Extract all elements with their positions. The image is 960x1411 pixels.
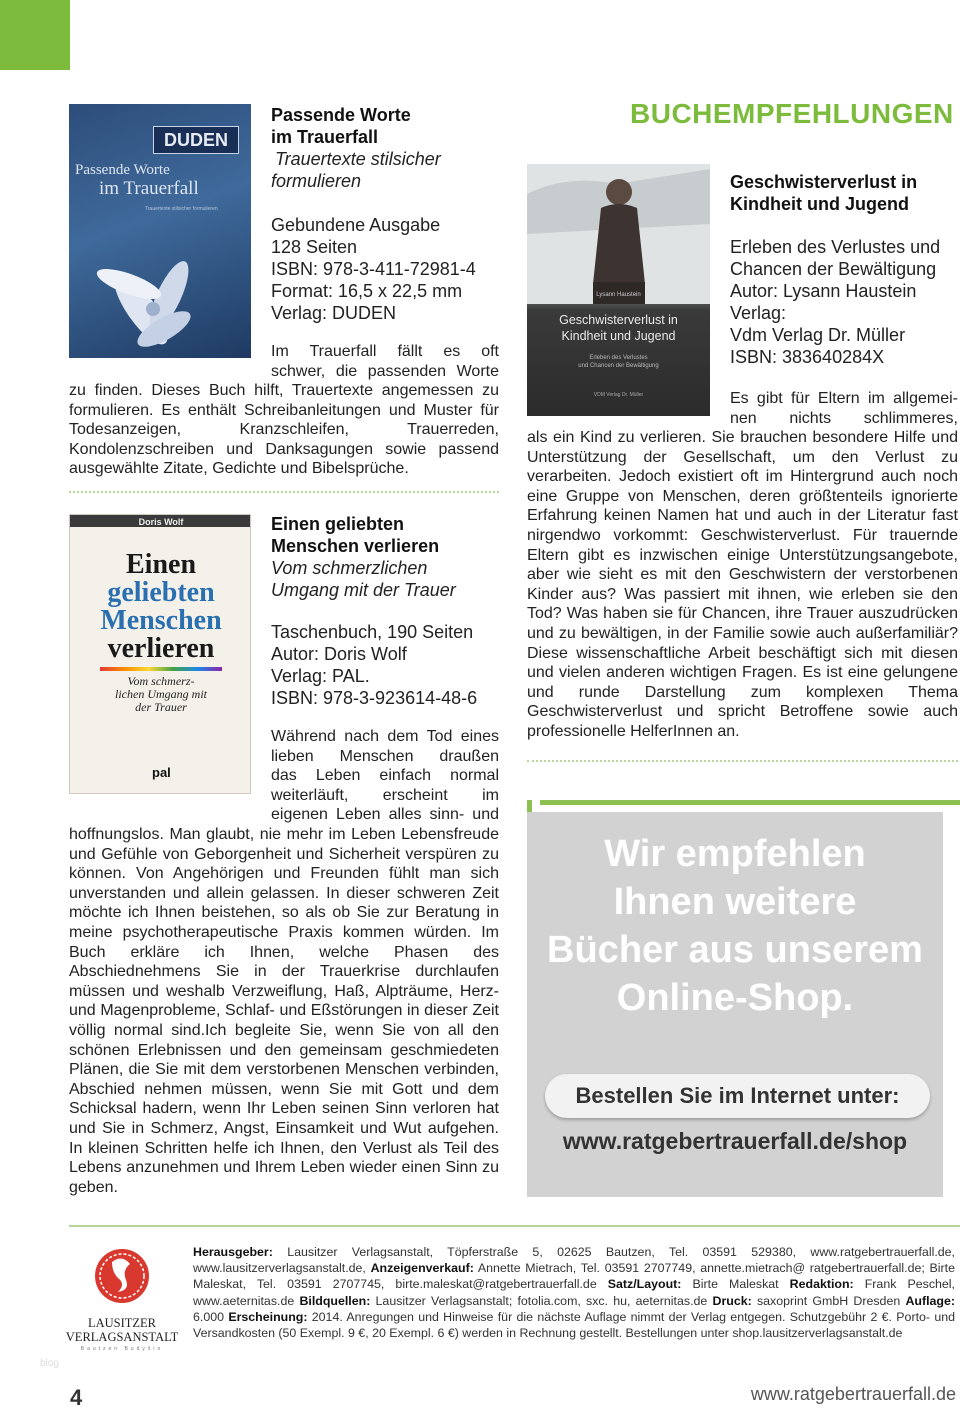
book3-subtitle-line1: Erleben des Verlustes und — [730, 237, 941, 257]
book2-text-narrow — [271, 727, 499, 825]
book1-dimensions: Format: 16,5 x 22,5 mm — [271, 281, 463, 301]
footer-divider — [69, 1225, 960, 1227]
imprint-key-release: Erscheinung: — [228, 1309, 308, 1324]
book1-subtitle-line2: formulieren — [271, 171, 362, 191]
book3-cover-title — [527, 312, 710, 344]
book2-cover-title — [70, 551, 251, 663]
publisher-logo-name — [65, 1316, 179, 1344]
imprint-key-images: Bildquellen: — [299, 1293, 371, 1308]
promo-heading-line3: Bücher aus unserem — [547, 929, 923, 971]
book2-text-line4: weiterläuft, erscheint im — [271, 786, 499, 804]
publisher-logo-tagline: Bautzen Budyšin — [80, 1346, 164, 1352]
book3-cover-subtitle — [527, 354, 710, 370]
book1-cover-title-line2: im Trauerfall — [99, 178, 199, 199]
imprint-value-ads: Annette Mietrach, Tel. 03591 2707749, annette.mietrach@ ratgebertrauerfall.de; Birte Maleskat, Tel. 03591 2707745, birte.maleskat@ratgebertrauerfall.de — [193, 1261, 955, 1292]
promo-heading-line4: Online-Shop. — [616, 977, 854, 1019]
imprint-value-editorial: Frank Peschel, www.aeternitas.de — [193, 1277, 955, 1308]
book3-cover-title-line1: Geschwisterverlust in — [559, 313, 678, 327]
book2-text-line2: lieben Menschen draußen — [271, 747, 499, 765]
book1-text-line2: schwer, die passenden Worte — [271, 362, 499, 380]
book2-cover-subtitle-line1: Vom schmerz- — [127, 674, 195, 688]
book3-cover-publisher: VDM Verlag Dr. Müller — [593, 392, 644, 398]
imprint-key-publisher: Herausgeber: — [193, 1245, 273, 1259]
book3-description: als ein Kind zu verlieren. Sie brauchen besondere Hilfe und Unterstützung der Gesellschaft, um den Verlust zu verarbeiten. Jedoch existiert oft im Hintergrund auch noch eine Gruppe von Menschen, deren größtenteils ignorierte Erfahrung keinen Namen hat und auch in der Literatur fast nirgendwo vorkommt: Geschwisterverlust. Für trauernde Eltern gibt es inzwischen einige Unterstützungsangebote, aber wie sieht es mit den Geschwistern der verstorbenen Kinder aus? Was passiert mit ihnen, wie erleben sie den Tod? Was haben sie für Chancen, ihre Trauer auszudrücken und zu bewältigen, in der Familie sowie auch außerfamiliär? Diese wissenschaftliche Arbeit beschäftigt sich mit diesen und vielen anderen wichtigen Fragen. Es ist eine gelungene und runde Darstellung zum komplexen Thema Geschwisterverlust und spricht Betroffene sowie auch professionelle HelferInnen an. — [527, 429, 958, 740]
book3-cover-subtitle-line2: und Chancen der Bewältigung — [578, 363, 659, 369]
promo-heading-line1: Wir empfehlen — [604, 833, 866, 875]
book2-title-line1: Einen geliebten — [271, 514, 405, 534]
order-label-box: Bestellen Sie im Internet unter: — [545, 1074, 930, 1118]
book2-publisher: Verlag: PAL. — [271, 666, 370, 686]
book2-cover-title-line3: Menschen — [100, 605, 222, 636]
book2-cover-title-line4: verlieren — [107, 633, 215, 664]
book2-cover-publisher: pal — [152, 765, 171, 780]
book3-publisher-label: Verlag: — [730, 303, 787, 323]
book2-cover-subtitle — [70, 675, 251, 714]
book2-cover-title-line1: Einen — [125, 549, 197, 580]
promo-heading-line2: Ihnen weitere — [613, 881, 857, 923]
website-link[interactable]: www.ratgebertrauerfall.de — [750, 1384, 956, 1404]
book1-info — [271, 214, 501, 324]
imprint-value-publisher: Lausitzer Verlagsanstalt, Töpferstraße 5, 02625 Bautzen, Tel. 03591 529380, www.ratgebertrauerfall.de, www.lausitzerverlagsanstalt.de, — [193, 1245, 955, 1276]
book3-info — [730, 236, 958, 368]
imprint-text — [193, 1244, 955, 1341]
book3-text-narrow — [730, 389, 958, 428]
publisher-logo-icon — [92, 1244, 152, 1314]
book1-cover — [69, 104, 251, 358]
lily-flower-image — [69, 104, 251, 358]
book3-publisher: Vdm Verlag Dr. Müller — [730, 325, 906, 345]
book1-cover-subtitle: Trauertexte stilsicher formulieren — [145, 206, 218, 212]
promo-accent-top — [540, 800, 960, 805]
imprint-key-layout: Satz/Layout: — [607, 1277, 682, 1292]
book1-title-line1: Passende Worte — [271, 105, 411, 125]
book2-text-line3: das Leben einfach normal — [271, 767, 499, 785]
book1-isbn: ISBN: 978-3-411-72981-4 — [271, 259, 476, 279]
faint-watermark: blog — [40, 1358, 59, 1369]
shop-url-link[interactable]: www.ratgebertrauerfall.de/shop — [562, 1128, 908, 1154]
book2-title — [271, 513, 501, 557]
book1-pages: 128 Seiten — [271, 237, 358, 257]
book3-title-line2: Kindheit und Jugend — [730, 194, 909, 214]
book2-description: hoffnungslos. Man glaubt, nie mehr im Leben Lebensfreude und Gefühle von Geborgenheit und Sicherheit verspüren zu können. Von Angehörigen und Freunden fühlt man sich unverstanden und allein gelassen. In dieser schweren Zeit möchte ich Ihnen beistehen, so als ob Sie zur Beratung in meine psychotherapeutische Praxis kommen würden. Im Buch erkläre ich Ihnen, welche Phasen des Abschiednehmens Sie in der Trauerkrise durchlaufen müssen und weshalb Verzweiflung, Haß, Alpträume, Herz- und Magenprobleme, Schlaf- und Eßstörungen in dieser Zeit völlig normal sind.Ich begleite Sie, wenn Sie von all den schönen Erlebnissen und den gemeinsam geschmiedeten Plänen, die Sie mit dem verstorbenen Menschen verbinden, Abschied nehmen müssen, wenn Sie mit Gott und dem Schicksal hadern, wenn Ihr Leben seinen Sinn verloren hat und Sie in Schmerz, Angst, Einsamkeit und Wut aufgehen. In kleinen Schritten helfe ich Ihnen, den Verlust als Teil des Lebens anzunehmen und Ihrem Leben wieder einen Sinn zu geben. — [69, 826, 499, 1196]
book1-subtitle-line1: Trauertexte stilsicher — [275, 149, 441, 169]
duden-brand: DUDEN — [153, 126, 239, 154]
book2-text-line1: Während nach dem Tod eines — [271, 728, 499, 745]
imprint-value-print: saxoprint GmbH Dresden — [751, 1293, 906, 1308]
imprint-value-edition: 6.000 — [193, 1309, 229, 1324]
book1-description: zu finden. Dieses Buch hilft, Trauertexte angemessen zu formulieren. Es enthält Schreibanleitungen und Muster für Todesanzeigen, Kranzschleifen, Trauerreden, Kondolenzschreiben und Danksagungen sowie passend ausgewählte Zitate, Gedichte und Bibelsprüche. — [69, 382, 499, 478]
book2-subtitle — [271, 557, 501, 601]
divider-dotted-1 — [69, 491, 499, 493]
book2-isbn: ISBN: 978-3-923614-48-6 — [271, 688, 478, 708]
page-number: 4 — [70, 1385, 83, 1410]
girl-photo-image — [527, 164, 710, 304]
book3-subtitle-line2: Chancen der Bewältigung — [730, 259, 937, 279]
book3-cover — [527, 164, 710, 416]
rainbow-bar — [100, 667, 222, 671]
book1-title — [271, 104, 501, 148]
book1-text-line1: Im Trauerfall fällt es oft — [271, 343, 499, 360]
corner-green-tab — [0, 0, 70, 70]
book2-text-line5: eigenen Leben alles sinn- und — [271, 806, 499, 824]
imprint-value-layout: Birte Maleskat — [681, 1277, 790, 1292]
imprint-value-release: 2014. Anregungen und Hinweise für die nächste Auflage nimmt der Verlag entgegen. Schutzgebühr 2 €. Porto- und Versandkosten (50 Exempl. 9 €, 20 Exempl. 6 €) werden in Rechnung gestellt. Bestellungen unter shop.lausitzerverlagsanstalt.de — [193, 1309, 955, 1341]
book3-cover-subtitle-line1: Erleben des Verlustes — [589, 355, 648, 361]
book1-text-narrow — [271, 342, 499, 381]
book3-title — [730, 171, 958, 215]
book3-title-line1: Geschwisterverlust in — [730, 172, 918, 192]
book2-subtitle-line1: Vom schmerzlichen — [271, 558, 428, 578]
book1-title-line2: im Trauerfall — [271, 127, 379, 147]
book2-author: Autor: Doris Wolf — [271, 644, 407, 664]
divider-dotted-2 — [527, 760, 958, 762]
book3-text-line1: Es gibt für Eltern im allgemei- — [730, 390, 958, 407]
imprint-key-edition: Auflage: — [905, 1293, 956, 1308]
book2-subtitle-line2: Umgang mit der Trauer — [271, 580, 456, 600]
promo-heading — [527, 830, 943, 1022]
book2-format: Taschenbuch, 190 Seiten — [271, 622, 474, 642]
imprint-key-print: Druck: — [712, 1293, 752, 1308]
book3-cover-author: Lysann Haustein — [596, 292, 641, 298]
publisher-logo-line1: LAUSITZER — [87, 1316, 157, 1330]
book2-cover-subtitle-line3: der Trauer — [135, 700, 187, 714]
book1-format: Gebundene Ausgabe — [271, 215, 441, 235]
book2-cover — [69, 514, 251, 794]
book2-info — [271, 621, 501, 709]
book3-isbn: ISBN: 383640284X — [730, 347, 885, 367]
promo-accent-left — [527, 800, 532, 812]
publisher-logo-line2: VERLAGSANSTALT — [65, 1330, 179, 1344]
book3-text-line2: nen nichts schlimmeres, — [730, 409, 958, 427]
book2-cover-title-line2: geliebten — [107, 577, 215, 608]
book3-author: Autor: Lysann Haustein — [730, 281, 917, 301]
book1-cover-title-line1: Passende Worte — [75, 162, 170, 178]
book1-subtitle — [271, 148, 501, 192]
book2-cover-author: Doris Wolf — [138, 517, 184, 527]
book1-publisher: Verlag: DUDEN — [271, 303, 397, 323]
imprint-key-editorial: Redaktion: — [789, 1277, 854, 1292]
book3-cover-title-line2: Kindheit und Jugend — [561, 329, 676, 343]
imprint-key-ads: Anzeigenverkauf: — [370, 1261, 474, 1276]
section-title: BUCHEMPFEHLUNGEN — [630, 98, 954, 129]
imprint-value-images: Lausitzer Verlagsanstalt; fotolia.com, sxc. hu, aeternitas.de — [370, 1293, 713, 1308]
book2-cover-subtitle-line2: lichen Umgang mit — [115, 687, 207, 701]
book2-title-line2: Menschen verlieren — [271, 536, 440, 556]
